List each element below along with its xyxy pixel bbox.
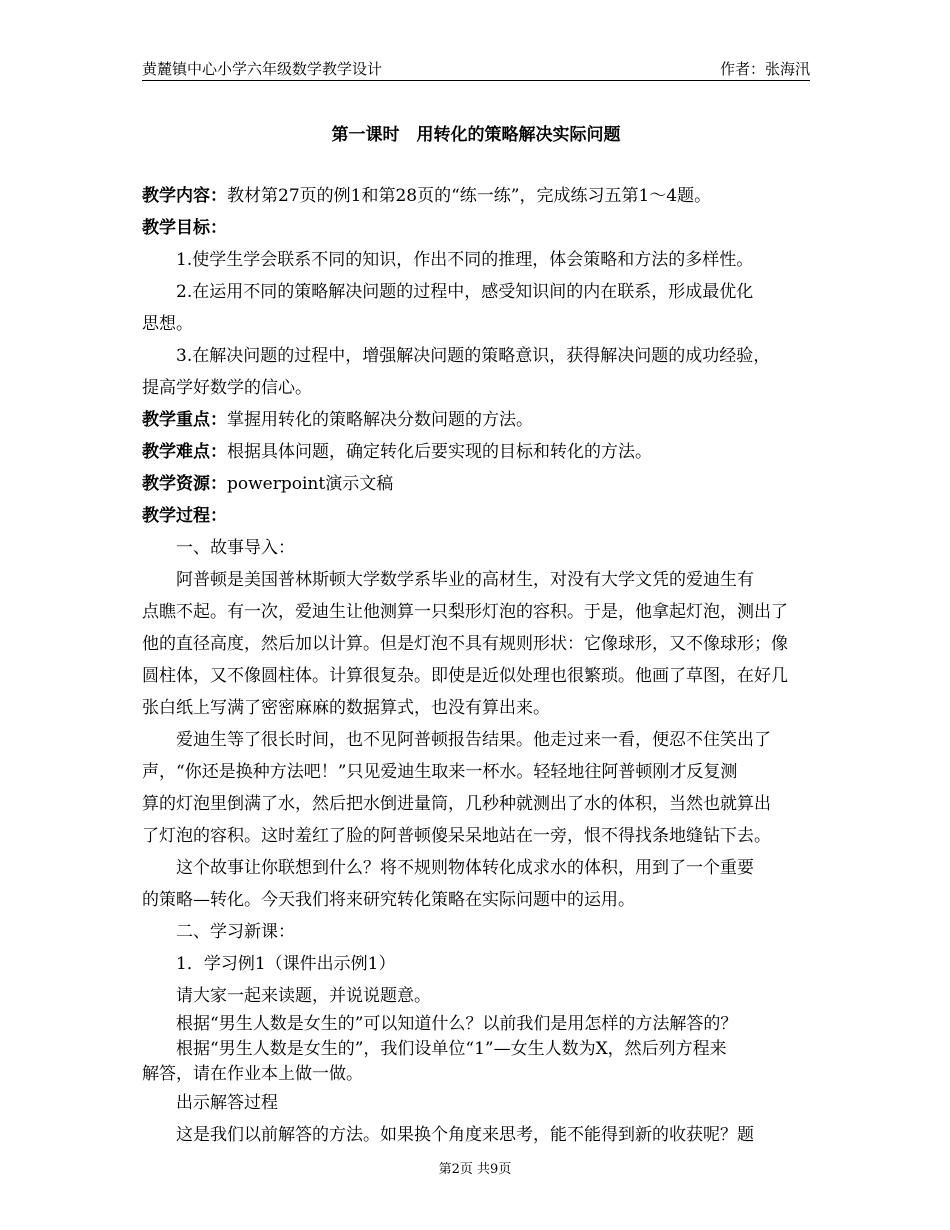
story-p1-line-1: 阿普顿是美国普林斯顿大学数学系毕业的高材生，对没有大学文凭的爱迪生有 — [176, 570, 754, 590]
page-footer: 第2页 共9页 — [438, 1162, 512, 1177]
document-body — [142, 180, 810, 1151]
teaching-difficulty: 教学难点：根据具体问题，确定转化后要实现的目标和转化的方法。 — [142, 442, 652, 462]
page-header — [142, 56, 810, 81]
label-key: 教学重点： — [142, 410, 227, 430]
label-goals: 教学目标： — [142, 218, 227, 238]
story-p1-line-4: 圆柱体，又不像圆柱体。计算很复杂。即使是近似处理也很繁琐。他画了草图，在好几 — [142, 666, 788, 686]
step-4-line-2: 解答，请在作业本上做一做。 — [142, 1064, 363, 1084]
goal-2-line-2: 思想。 — [142, 314, 193, 334]
step-3: 根据“男生人数是女生的”可以知道什么？以前我们是用怎样的方法解答的？ — [176, 1014, 738, 1034]
teaching-resource: 教学资源：powerpoint演示文稿 — [142, 474, 394, 494]
teaching-key: 教学重点：掌握用转化的策略解决分数问题的方法。 — [142, 410, 533, 430]
story-p2-line-1: 爱迪生等了很长时间，也不见阿普顿报告结果。他走过来一看，便忍不住笑出了 — [176, 730, 771, 750]
header-left-text: 黄麓镇中心小学六年级数学教学设计 — [142, 60, 383, 78]
step-6: 这是我们以前解答的方法。如果换个角度来思考，能不能得到新的收获呢？题 — [176, 1125, 754, 1145]
section-1-heading: 一、故事导入： — [176, 538, 295, 558]
story-p1-line-5: 张白纸上写满了密密麻麻的数据算式，也没有算出来。 — [142, 698, 550, 718]
teaching-content: 教学内容：教材第27页的例1和第28页的“练一练”，完成练习五第1～4题。 — [142, 186, 712, 206]
story-p2-line-3: 算的灯泡里倒满了水，然后把水倒进量筒，几秒种就测出了水的体积，当然也就算出 — [142, 794, 771, 814]
story-p2-line-4: 了灯泡的容积。这时羞红了脸的阿普顿傻呆呆地站在一旁，恨不得找条地缝钻下去。 — [142, 826, 771, 846]
label-resource: 教学资源： — [142, 474, 227, 494]
story-p1-line-2: 点瞧不起。有一次，爱迪生让他测算一只梨形灯泡的容积。于是，他拿起灯泡，测出了 — [142, 602, 788, 622]
goal-3-line-1: 3.在解决问题的过程中，增强解决问题的策略意识，获得解决问题的成功经验， — [176, 346, 771, 366]
story-p3-line-1: 这个故事让你联想到什么？将不规则物体转化成求水的体积，用到了一个重要 — [176, 858, 754, 878]
label-process: 教学过程： — [142, 506, 227, 526]
story-p1-line-3: 他的直径高度，然后加以计算。但是灯泡不具有规则形状：它像球形，又不像球形；像 — [142, 634, 788, 654]
story-p3-line-2: 的策略—转化。今天我们将来研究转化策略在实际问题中的运用。 — [142, 890, 635, 910]
lesson-title: 第一课时 用转化的策略解决实际问题 — [331, 125, 621, 145]
header-author: 作者：张海汛 — [719, 60, 810, 78]
label-difficult: 教学难点： — [142, 442, 227, 462]
step-5: 出示解答过程 — [176, 1093, 278, 1113]
label-content: 教学内容： — [142, 186, 227, 206]
section-2-heading: 二、学习新课： — [176, 922, 295, 942]
story-p2-line-2: 声，“你还是换种方法吧！”只见爱迪生取来一杯水。轻轻地往阿普顿刚才反复测 — [142, 762, 738, 782]
goal-1: 1.使学生学会联系不同的知识，作出不同的推理，体会策略和方法的多样性。 — [176, 250, 754, 270]
step-2: 请大家一起来读题，并说说题意。 — [176, 986, 431, 1006]
step-4-line-1: 根据“男生人数是女生的”，我们设单位“1”—女生人数为X，然后列方程来 — [176, 1039, 727, 1059]
goal-2-line-1: 2.在运用不同的策略解决问题的过程中，感受知识间的内在联系，形成最优化 — [176, 282, 754, 302]
step-1: 1．学习例1（课件出示例1） — [176, 954, 396, 974]
goal-3-line-2: 提高学好数学的信心。 — [142, 378, 312, 398]
